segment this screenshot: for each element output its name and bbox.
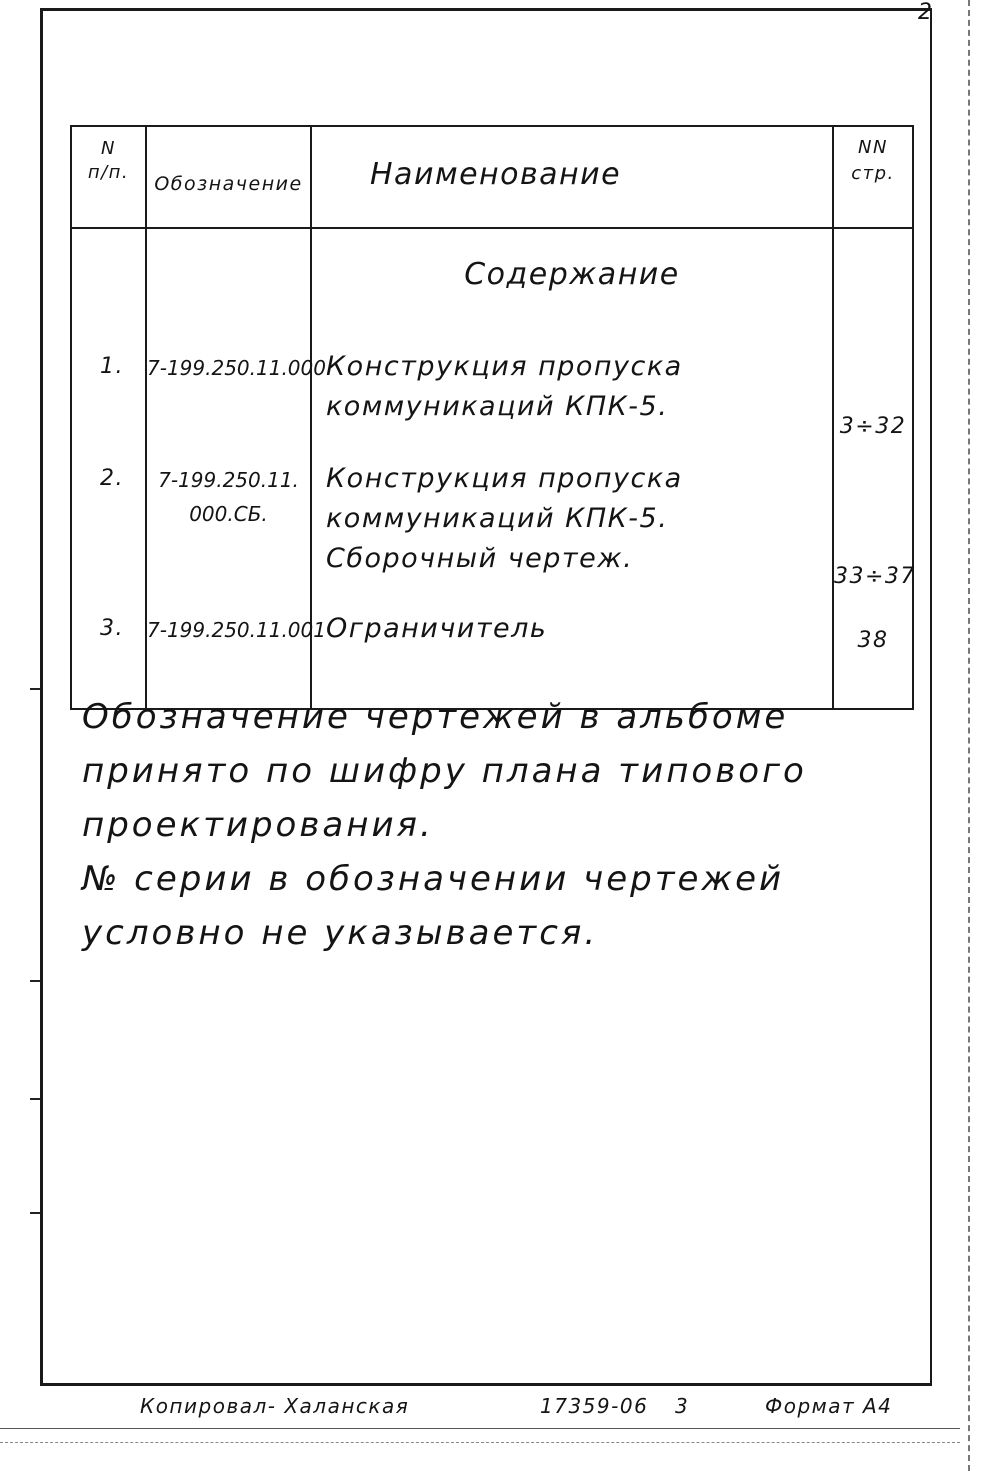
- row-name: [311, 459, 833, 609]
- table-row: [71, 459, 913, 609]
- sheet-number: 2: [918, 0, 934, 25]
- table-header-row: [71, 126, 913, 228]
- row-pages: 3÷32: [833, 347, 913, 459]
- note-line: проектирования.: [82, 805, 434, 845]
- note-line: Обозначение чертежей в альбоме: [82, 697, 789, 737]
- header-pages-line1: NN: [858, 137, 888, 158]
- row-code-line: 000.СБ.: [189, 502, 268, 526]
- footer-divider: [0, 1428, 960, 1429]
- margin-tick: [30, 1098, 40, 1100]
- section-title-row: [71, 228, 913, 347]
- row-name-line: коммуникаций КПК-5.: [326, 503, 669, 534]
- paper-format: Формат А4: [765, 1394, 893, 1418]
- header-number-line2: п/п.: [87, 162, 130, 183]
- footer-divider: [0, 1442, 960, 1443]
- row-code-line: 7-199.250.11.001: [147, 618, 326, 642]
- row-name-line: коммуникаций КПК-5.: [326, 391, 669, 422]
- row-name-line: Конструкция пропуска: [326, 351, 683, 382]
- row-pages: 38: [833, 609, 913, 709]
- footer-stamp: [40, 1392, 940, 1432]
- header-pages: [833, 126, 913, 228]
- row-name-line: Сборочный чертеж.: [326, 543, 634, 574]
- empty-cell: [71, 228, 146, 347]
- footer-sheet-number: 3: [675, 1394, 690, 1418]
- note-line: условно не указывается.: [82, 913, 599, 953]
- sheet-edge-line: [968, 0, 970, 1471]
- note-line: принято по шифру плана типового: [82, 751, 807, 791]
- row-code-line: 7-199.250.11.: [158, 468, 299, 492]
- empty-cell: [833, 228, 913, 347]
- row-code-line: 7-199.250.11.000: [147, 356, 326, 380]
- row-name-line: Конструкция пропуска: [326, 463, 683, 494]
- margin-tick: [30, 980, 40, 982]
- table-row: [71, 347, 913, 459]
- order-number: 17359-06: [540, 1394, 649, 1418]
- row-name-line: Ограничитель: [326, 613, 548, 644]
- empty-cell: [146, 228, 311, 347]
- row-code: [146, 347, 326, 459]
- general-note: [82, 690, 882, 960]
- note-line: № серии в обозначении чертежей: [82, 859, 785, 899]
- header-pages-line2: стр.: [851, 163, 895, 184]
- row-number: 1.: [71, 347, 146, 459]
- section-title: Содержание: [311, 228, 833, 347]
- header-number: [71, 126, 146, 228]
- margin-tick: [30, 688, 40, 690]
- row-pages: 33÷37: [833, 459, 913, 609]
- copied-by: Копировал- Халанская: [140, 1394, 410, 1418]
- contents-table: [70, 125, 914, 710]
- header-number-line1: N: [101, 138, 116, 159]
- row-name: [311, 347, 833, 459]
- header-code: Обозначение: [146, 126, 311, 228]
- row-code: [146, 459, 311, 609]
- margin-tick: [30, 1212, 40, 1214]
- header-name: Наименование: [311, 126, 833, 228]
- row-number: 2.: [71, 459, 146, 609]
- row-number: 3.: [71, 609, 146, 709]
